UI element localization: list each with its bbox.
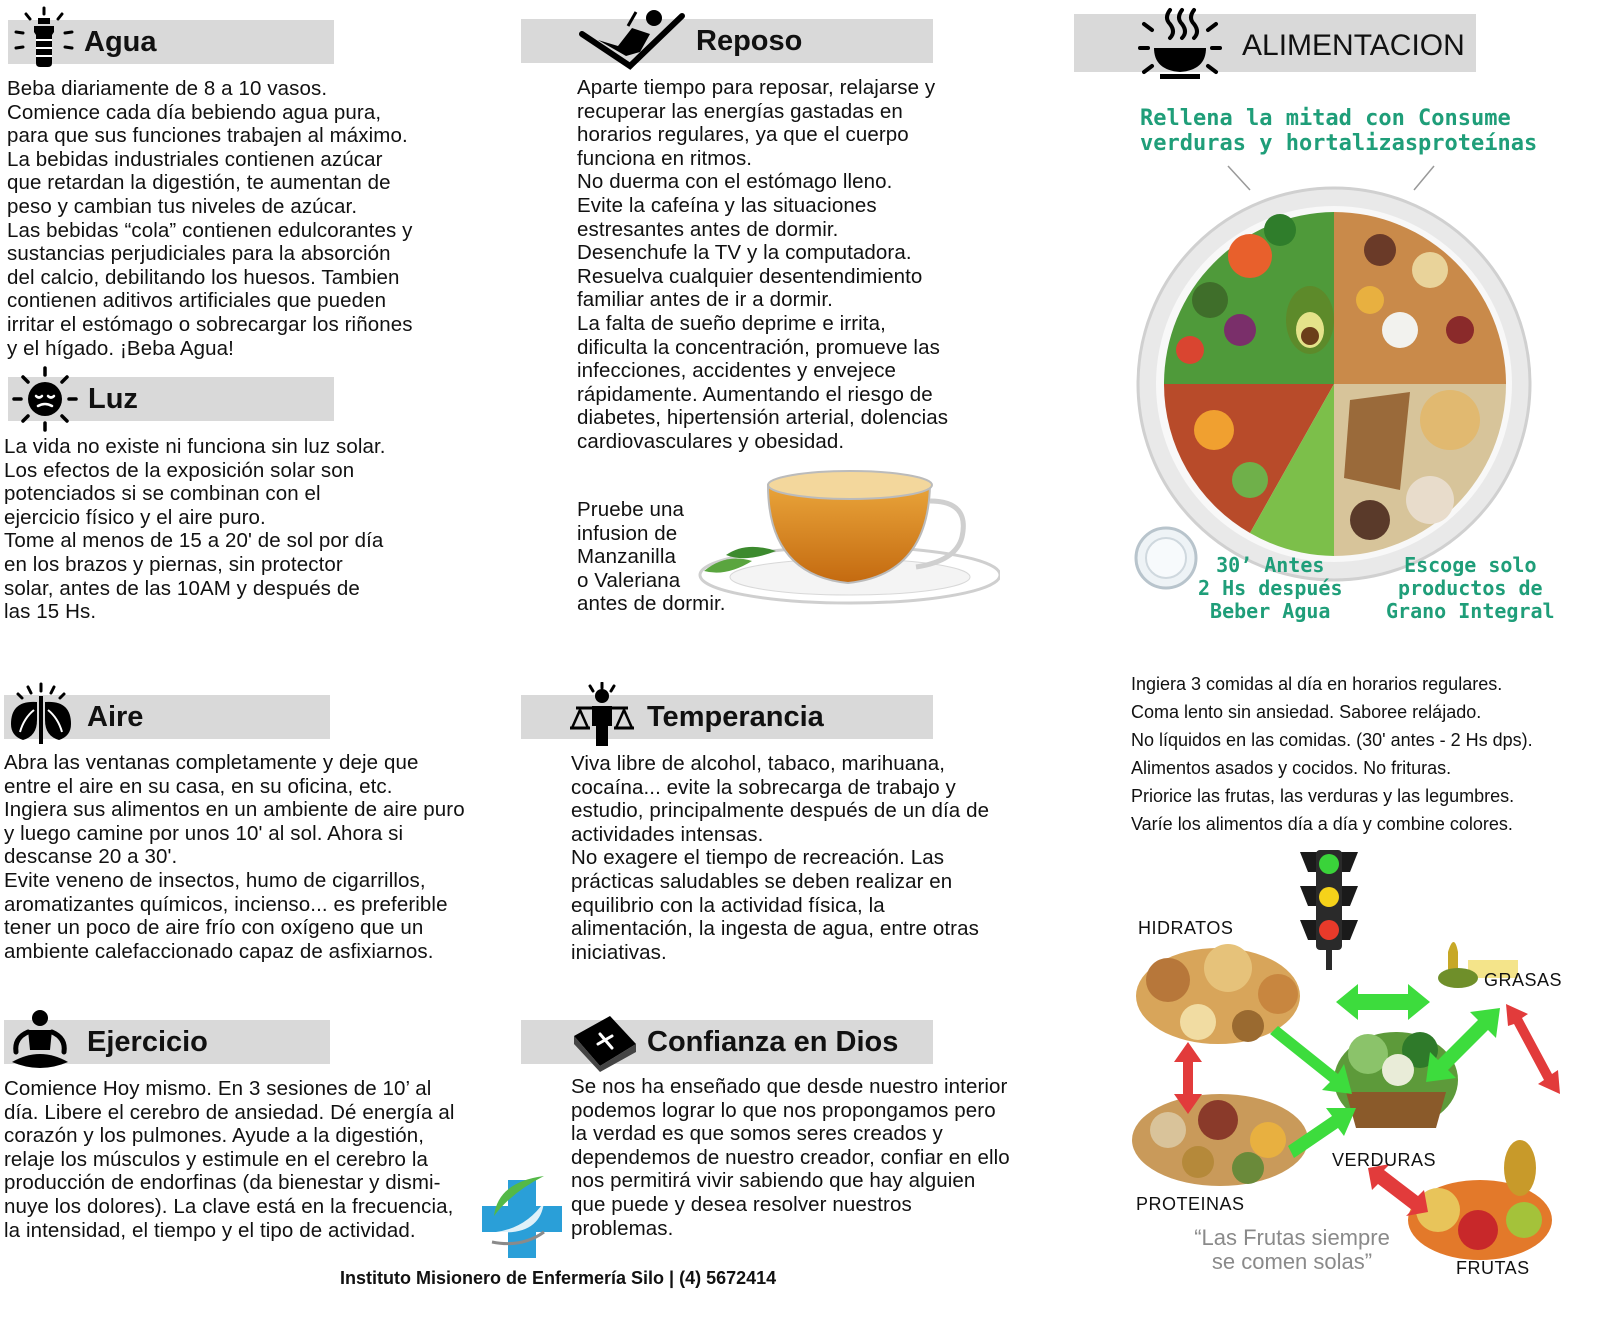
reposo-title: Reposo [696, 25, 803, 57]
alimentacion-header [1074, 14, 1476, 72]
luz-title: Luz [88, 383, 138, 415]
ejercicio-title: Ejercicio [87, 1026, 208, 1058]
arrow-grasas-hidratos [1336, 984, 1430, 1020]
plate-label-verduras: Rellena la mitad con verduras y hortalizas [1140, 106, 1419, 156]
water-bottle-icon [12, 6, 76, 70]
institute-logo [474, 1172, 566, 1264]
meditation-icon [8, 1008, 72, 1072]
proteinas-food-image [1132, 1094, 1308, 1186]
reposo-text: Aparte tiempo para reposar, relajarse y recuperar las energías gastadas en horarios regulares, ya que el cuerpo funciona en ritmos. No duerma con el estómago lleno. Evite la cafeína y las situaciones estresantes antes de dormir. Desenchufe la TV y la computadora. Resuelva cualquier desentendimiento familiar antes de ir a dormir. La falta de sueño deprime e irrita, dificulta la concentración, promueve las infecciones, accidentes y envejece rápidamente. Aumentando el riesgo de diabetes, hipertensión arterial, dolencias cardiovasculares y obesidad. [577, 76, 949, 453]
alimentacion-title: ALIMENTACION [1242, 29, 1465, 62]
reclining-rest-icon [578, 6, 686, 70]
plate-label-grano: Escoge solo productos de Grano Integral [1386, 553, 1555, 623]
tea-text: Pruebe una infusion de Manzanilla o Valeriana antes de dormir. [577, 498, 726, 616]
footer-institute: Instituto Misionero de Enfermería Silo | (4) 5672414 [340, 1268, 777, 1288]
group-label-proteinas: PROTEINAS [1136, 1194, 1245, 1214]
lungs-leaves-icon [8, 682, 74, 746]
ejercicio-text: Comience Hoy mismo. En 3 sesiones de 10’ al día. Libere el cerebro de ansiedad. Dé energía al corazón y los pulmones. Ayude a la digestión, relaje los músculos y estimule en el cerebro la producción de endorfinas (da bienestar y dismi- nuye los dolores). La clave está en la frecuencia, la intensidad, el tiempo y el tipo de actividad. [4, 1077, 455, 1242]
plate-label-agua: 30’ Antes 2 Hs después Beber Agua [1198, 553, 1343, 623]
temperancia-text: Viva libre de alcohol, tabaco, marihuana, cocaína... evite la sobrecarga de trabajo y estudio, principalmente después de un día de actividades intensas. No exagere el tiempo de recreación. Las prácticas saludables se deben realizar en equilibrio con la actividad física, la alimentación, la ingesta de agua, entre otras iniciativas. [571, 752, 990, 964]
bible-icon [570, 1010, 638, 1072]
arrow-grasas-frutas [1506, 1004, 1560, 1094]
group-label-frutas: FRUTAS [1456, 1258, 1530, 1278]
sun-icon [12, 366, 78, 432]
tea-cup-image [690, 455, 1000, 620]
agua-text: Beba diariamente de 8 a 10 vasos. Comience cada día bebiendo agua pura, para que sus funciones trabajen al máximo. La bebidas industriales contienen azúcar que retardan la digestión, te aumentan de peso y cambian tus niveles de azúcar. Las bebidas “cola” contienen edulcorantes y sustancias perjudiciales para la absorción del calcio, debilitando los huesos. Tambien contienen aditivos artificiales que pueden irritar el estómago o sobrecargar los riñones y el hígado. ¡Beba Agua! [7, 77, 413, 360]
balance-person-icon [570, 682, 634, 748]
confianza-title: Confianza en Dios [647, 1026, 899, 1058]
group-label-grasas: GRASAS [1484, 970, 1563, 990]
group-label-verduras: VERDURAS [1332, 1150, 1437, 1170]
fruits-quote: “Las Frutas siempre se comen solas” [1194, 1225, 1390, 1274]
confianza-text: Se nos ha enseñado que desde nuestro interior podemos lograr lo que nos propongamos pero la verdad es que somos seres creados y dependemos de nuestro creador, confiar en ello nos permitirá vivir sabiendo que hay alguien que puede y desea resolver nuestros problemas. [571, 1075, 1010, 1240]
group-label-hidratos: HIDRATOS [1138, 918, 1234, 938]
hot-dish-icon [1136, 4, 1224, 86]
luz-text: La vida no existe ni funciona sin luz solar. Los efectos de la exposición solar son potenciados si se combinan con el ejercicio físico y el aire puro. Tome al menos de 15 a 20' de sol por día en los brazos y piernas, sin protector solar, antes de las 10AM y después de las 15 Hs. [4, 435, 386, 624]
arrow-verduras-frutas [1368, 1164, 1428, 1216]
agua-title: Agua [84, 26, 157, 58]
temperancia-title: Temperancia [647, 701, 824, 733]
aire-title: Aire [87, 701, 144, 733]
plate-label-proteinas: Consume proteínas [1418, 106, 1538, 156]
nutrition-tips: Ingiera 3 comidas al día en horarios regulares. Coma lento sin ansiedad. Saboree relájado. No líquidos en las comidas. (30' antes - 2 Hs dps). Alimentos asados y cocidos. No frituras. Priorice las frutas, las verduras y las legumbres. Varíe los alimentos día a día y combine colores. [1131, 674, 1533, 834]
aire-text: Abra las ventanas completamente y deje que entre el aire en su casa, en su oficina, etc. Ingiera sus alimentos en un ambiente de aire puro y luego camine por unos 10' al sol. Ahora si descanse 20 a 30'. Evite veneno de insectos, humo de cigarrillos, aromatizantes químicos, incienso... es preferible tener un poco de aire frío con oxígeno que un ambiente calefaccionado capaz de asfixiarnos. [4, 751, 465, 963]
